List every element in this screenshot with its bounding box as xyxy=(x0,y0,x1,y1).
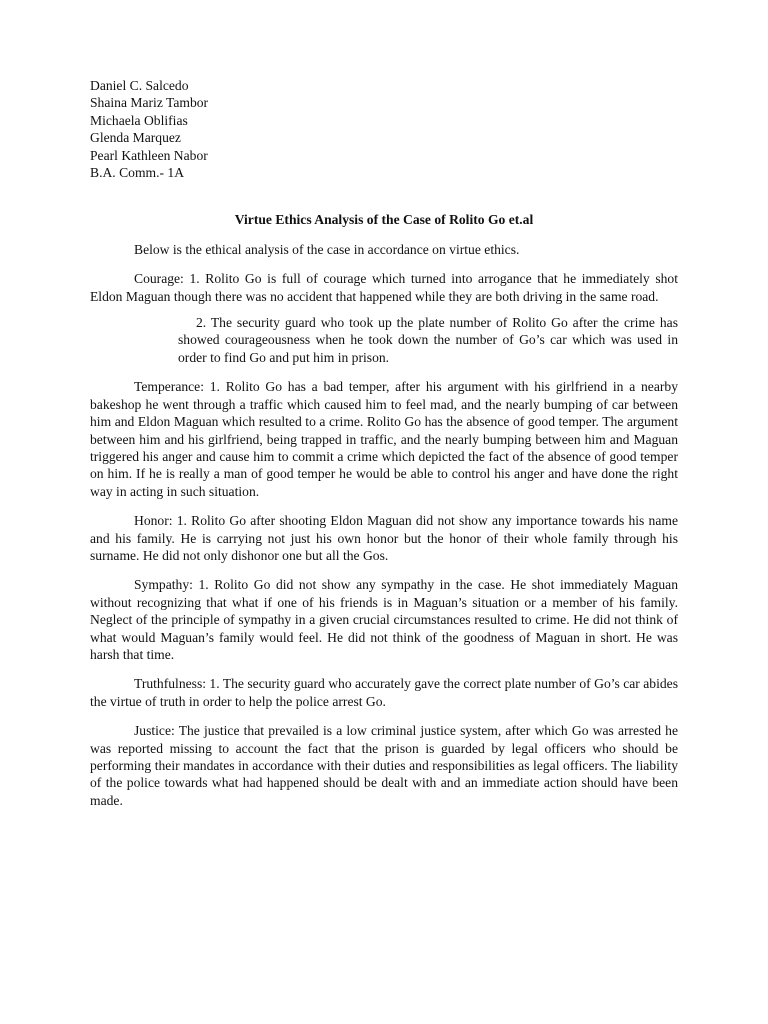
courage-paragraph: Courage: 1. Rolito Go is full of courage which turned into arrogance that he immediately shot Eldon Maguan though there was no accident that happened while they are both driving in the same road. xyxy=(90,271,678,304)
author-name: Michaela Oblifias xyxy=(90,112,188,128)
sympathy-paragraph: Sympathy: 1. Rolito Go did not show any sympathy in the case. He shot immediately Maguan without recognizing that what if one of his friends is in Maguan’s situation or a member of his family. Neglect of the principle of sympathy in a given crucial circumstances resulted to crime. He did not think of what would Maguan’s family would feel. He did not think of the goodness of Maguan in short. He was harsh that time. xyxy=(90,577,678,662)
author-name: Pearl Kathleen Nabor xyxy=(90,147,208,163)
author-name: Shaina Mariz Tambor xyxy=(90,95,209,111)
document-title: Virtue Ethics Analysis of the Case of Rolito Go et.al xyxy=(234,212,534,228)
courage-item-2: 2. The security guard who took up the plate number of Rolito Go after the crime has showed courageousness when he took down the number of Go’s car which was used in order to find Go and put him in prison. xyxy=(178,315,678,365)
temperance-paragraph: Temperance: 1. Rolito Go has a bad temper, after his argument with his girlfriend in a nearby bakeshop he went through a traffic which caused him to feel mad, and the nearly bumping of car between him and Eldon Maguan which resulted to a crime. Rolito Go has the absence of good temper. The argument between him and his girlfriend, being trapped in traffic, and the nearly bumping between him and Maguan triggered his anger and cause him to commit a crime which depicted the fact of the absence of good temper on him. If he is really a man of good temper he would be able to control his anger and have done the right way in acting in such situation. xyxy=(90,379,678,499)
author-name: Daniel C. Salcedo xyxy=(90,78,189,93)
justice-paragraph: Justice: The justice that prevailed is a low criminal justice system, after which Go was arrested he was reported missing to account the fact that the prison is guarded by legal officers who should be performing their mandates in accordance with their duties and responsibilities as legal officers. The liability of the police towards what had happened should be dealt with and an immediate action should have been made. xyxy=(90,723,678,808)
course-section: B.A. Comm.- 1A xyxy=(90,165,185,181)
author-name: Glenda Marquez xyxy=(90,130,181,146)
intro-paragraph: Below is the ethical analysis of the case in accordance on virtue ethics. xyxy=(134,241,520,257)
author-block xyxy=(90,77,678,181)
honor-paragraph: Honor: 1. Rolito Go after shooting Eldon Maguan did not show any importance towards his name and his family. He is carrying not just his own honor but the honor of their whole family through his surname. He did not only dishonor one but all the Gos. xyxy=(90,513,678,563)
truthfulness-paragraph: Truthfulness: 1. The security guard who accurately gave the correct plate number of Go’s car abides the virtue of truth in order to help the police arrest Go. xyxy=(90,676,678,709)
document-page xyxy=(90,77,678,809)
